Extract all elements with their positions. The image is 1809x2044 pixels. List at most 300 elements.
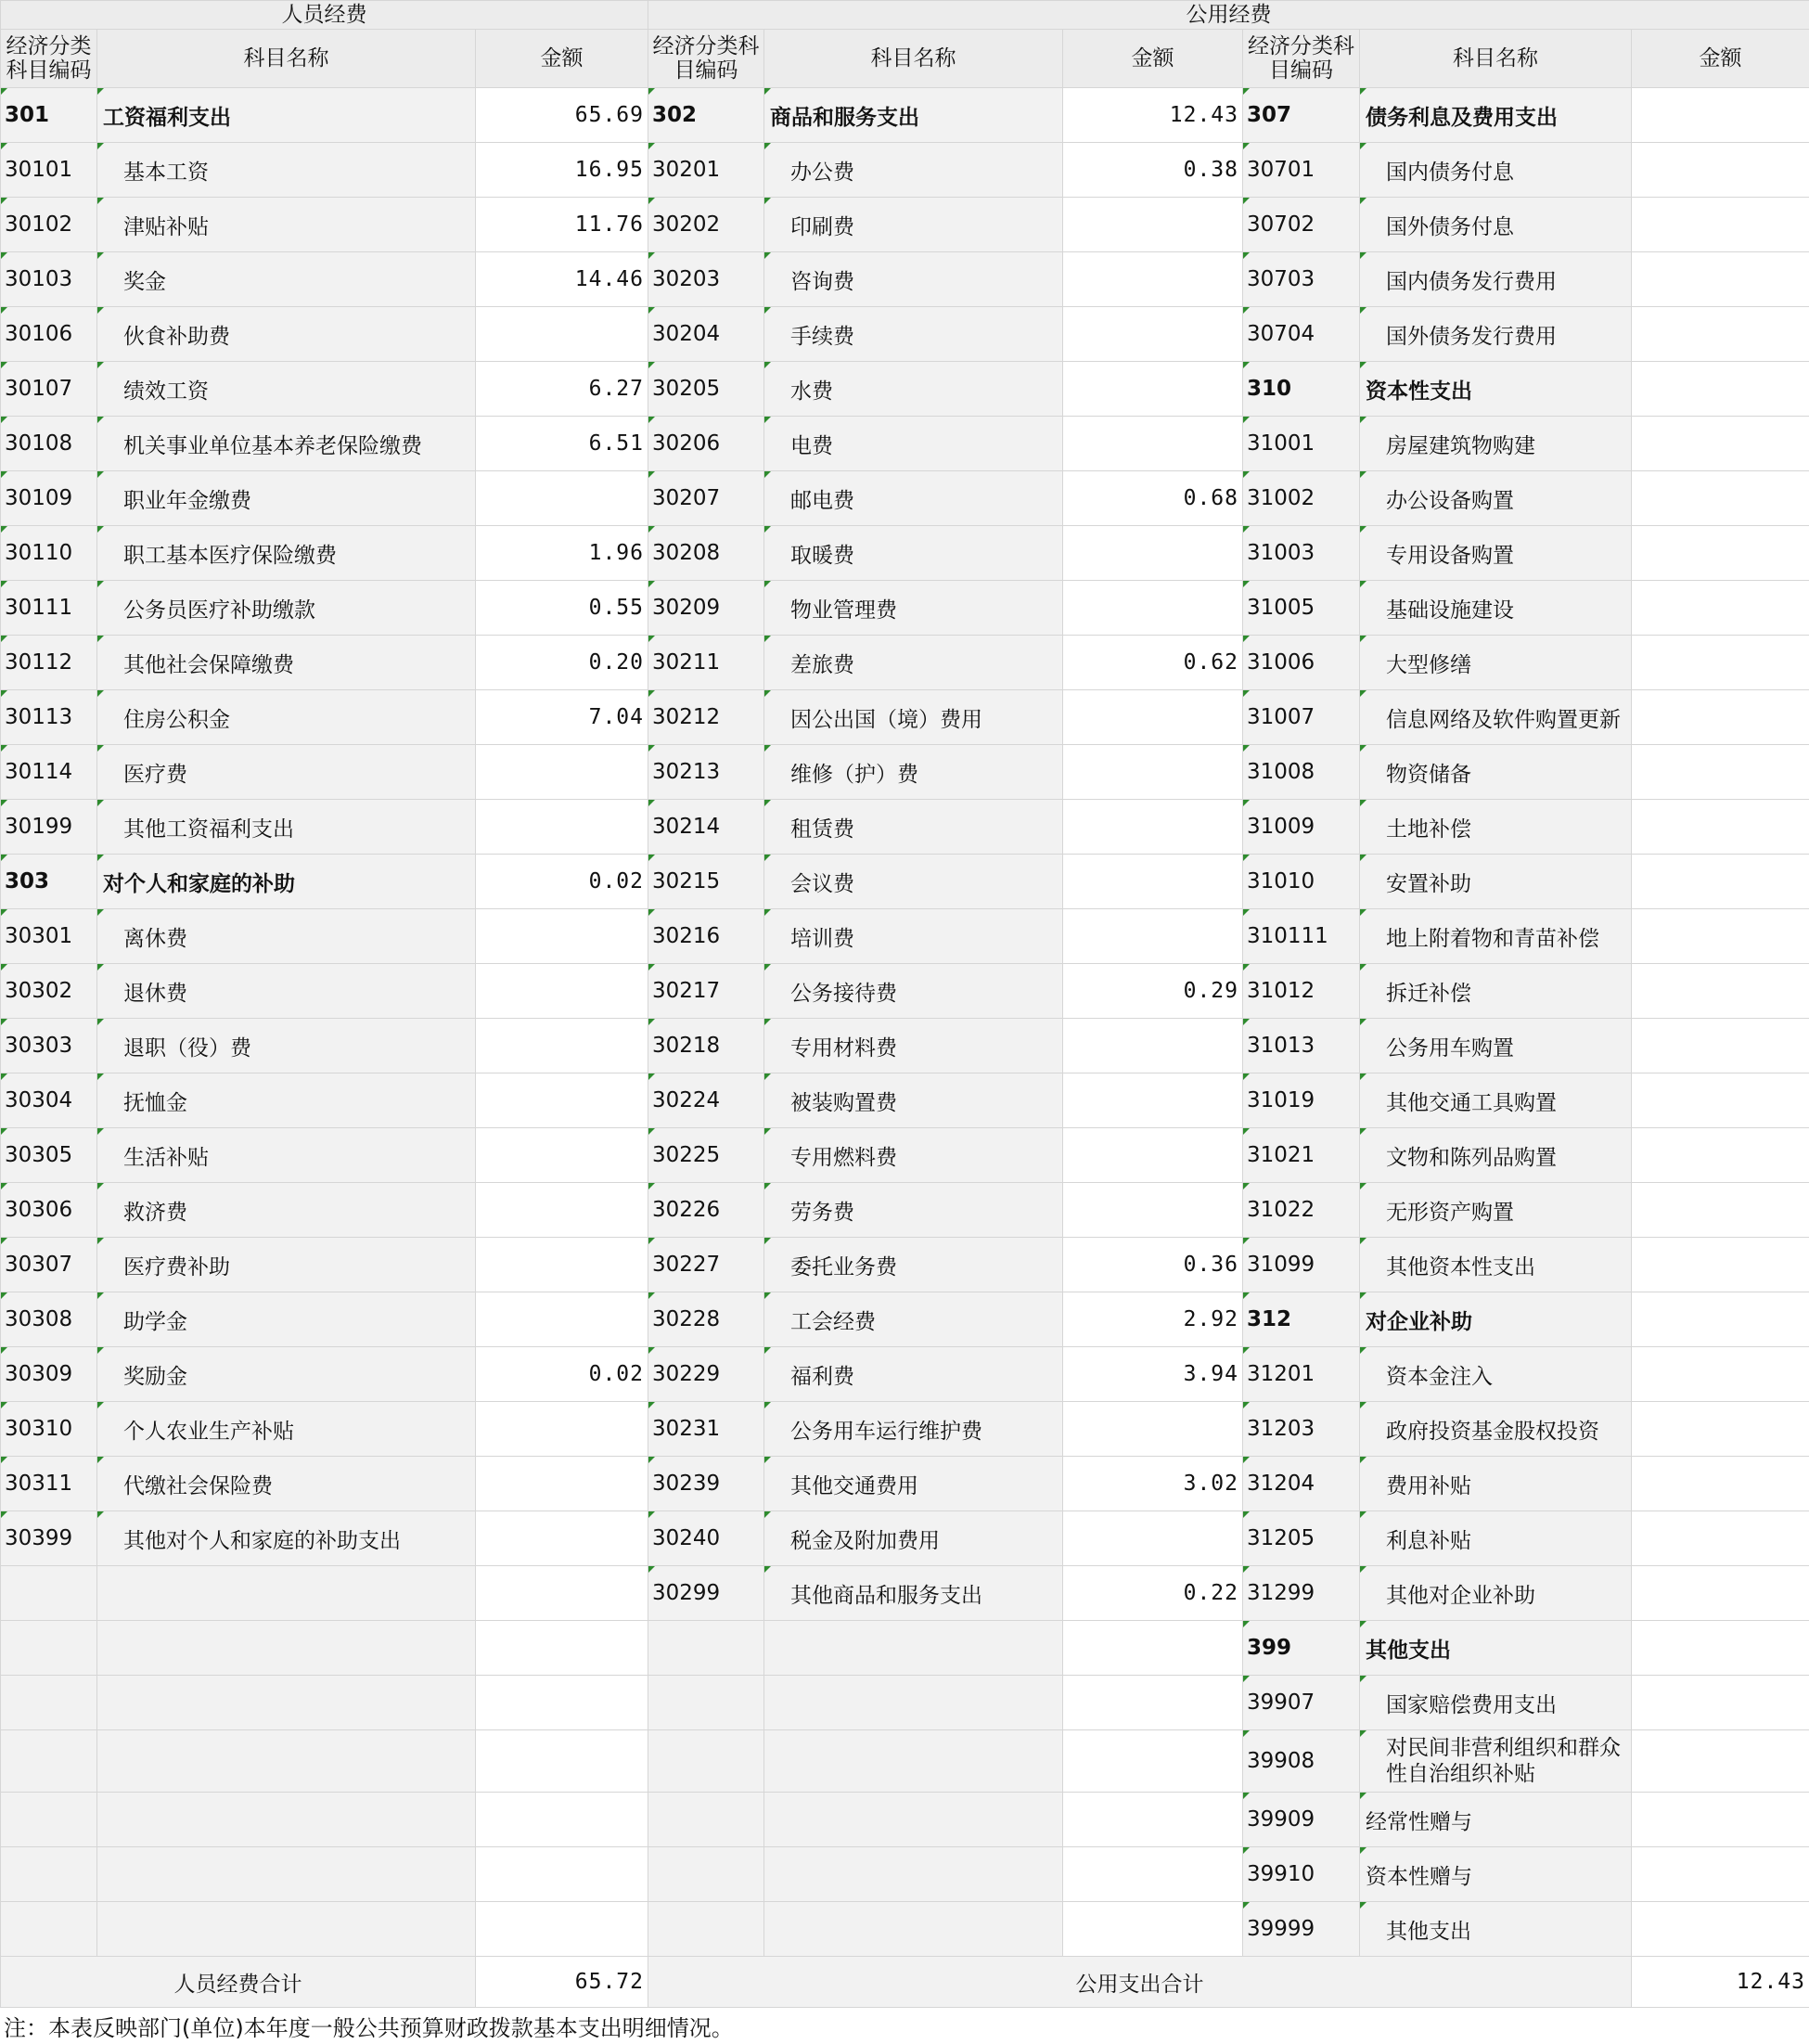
code-cell: 30207 [648, 471, 764, 526]
code-cell: 30213 [648, 745, 764, 800]
code-cell: 31007 [1243, 690, 1360, 745]
amount-cell [1063, 198, 1243, 252]
amount-cell [1632, 307, 1809, 362]
table-row [1, 1730, 1809, 1793]
amount-cell [1063, 1847, 1243, 1902]
code-cell: 30226 [648, 1183, 764, 1238]
table-row [1, 855, 1809, 909]
amount-cell [1063, 307, 1243, 362]
code-cell: 30228 [648, 1292, 764, 1347]
amount-cell [1632, 362, 1809, 417]
amount-cell [1632, 1402, 1809, 1457]
code-cell: 31006 [1243, 636, 1360, 690]
name-cell: 公务用车运行维护费 [764, 1402, 1063, 1457]
code-cell: 31002 [1243, 471, 1360, 526]
code-cell: 30304 [1, 1073, 97, 1128]
name-cell: 印刷费 [764, 198, 1063, 252]
amount-cell [1063, 417, 1243, 471]
amount-cell [1632, 855, 1809, 909]
name-cell: 奖金 [97, 252, 476, 307]
amount-cell [1632, 636, 1809, 690]
name-cell: 公务接待费 [764, 964, 1063, 1019]
name-cell [97, 1793, 476, 1847]
table-row [1, 362, 1809, 417]
amount-cell: 14.46 [476, 252, 648, 307]
amount-cell [1632, 252, 1809, 307]
code-cell: 30103 [1, 252, 97, 307]
group-header-row [1, 1, 1809, 30]
table-row [1, 1511, 1809, 1566]
totals-row [1, 1957, 1809, 2008]
code-cell: 30299 [648, 1566, 764, 1621]
code-cell: 39907 [1243, 1676, 1360, 1730]
table-body [1, 88, 1809, 1957]
code-cell: 31012 [1243, 964, 1360, 1019]
amount-cell: 0.62 [1063, 636, 1243, 690]
amount-cell: 0.36 [1063, 1238, 1243, 1292]
name-cell: 电费 [764, 417, 1063, 471]
code-cell: 30310 [1, 1402, 97, 1457]
name-cell: 其他资本性支出 [1360, 1238, 1632, 1292]
name-cell: 工资福利支出 [97, 88, 476, 143]
code-cell [648, 1793, 764, 1847]
amount-cell [1063, 1183, 1243, 1238]
table-row [1, 198, 1809, 252]
name-cell: 委托业务费 [764, 1238, 1063, 1292]
name-cell [764, 1793, 1063, 1847]
amount-cell: 65.69 [476, 88, 648, 143]
code-cell: 30203 [648, 252, 764, 307]
amount-cell [1063, 252, 1243, 307]
amount-cell [476, 1793, 648, 1847]
amount-cell [1063, 1128, 1243, 1183]
name-cell: 物业管理费 [764, 581, 1063, 636]
amount-cell [1632, 471, 1809, 526]
name-cell [764, 1621, 1063, 1676]
name-cell: 生活补贴 [97, 1128, 476, 1183]
amount-cell [1632, 581, 1809, 636]
name-cell: 其他对个人和家庭的补助支出 [97, 1511, 476, 1566]
amount-cell [1063, 362, 1243, 417]
amount-cell [1063, 581, 1243, 636]
code-cell: 30112 [1, 636, 97, 690]
name-cell: 公务用车购置 [1360, 1019, 1632, 1073]
name-cell: 基础设施建设 [1360, 581, 1632, 636]
name-cell: 国家赔偿费用支出 [1360, 1676, 1632, 1730]
code-cell: 30204 [648, 307, 764, 362]
personnel-total-label: 人员经费合计 [1, 1957, 476, 2008]
table-row [1, 909, 1809, 964]
code-header-2: 经济分类科目编码 [648, 30, 764, 88]
code-cell: 310111 [1243, 909, 1360, 964]
amount-cell [1063, 1676, 1243, 1730]
name-cell: 其他支出 [1360, 1902, 1632, 1957]
name-cell: 信息网络及软件购置更新 [1360, 690, 1632, 745]
name-cell: 被装购置费 [764, 1073, 1063, 1128]
name-cell: 文物和陈列品购置 [1360, 1128, 1632, 1183]
name-cell: 基本工资 [97, 143, 476, 198]
name-header-1: 科目名称 [97, 30, 476, 88]
name-cell: 国外债务付息 [1360, 198, 1632, 252]
name-cell [97, 1902, 476, 1957]
amount-cell [1632, 800, 1809, 855]
name-cell: 劳务费 [764, 1183, 1063, 1238]
name-cell: 政府投资基金股权投资 [1360, 1402, 1632, 1457]
code-cell: 31201 [1243, 1347, 1360, 1402]
code-cell: 30702 [1243, 198, 1360, 252]
amount-cell [476, 1676, 648, 1730]
name-cell: 职业年金缴费 [97, 471, 476, 526]
amount-cell [1632, 1511, 1809, 1566]
code-cell: 30239 [648, 1457, 764, 1511]
table-row [1, 1238, 1809, 1292]
code-cell: 30206 [648, 417, 764, 471]
name-cell: 差旅费 [764, 636, 1063, 690]
amount-cell [1632, 964, 1809, 1019]
amount-cell [1632, 1073, 1809, 1128]
name-cell: 拆迁补偿 [1360, 964, 1632, 1019]
code-cell: 310 [1243, 362, 1360, 417]
name-cell [97, 1730, 476, 1793]
name-cell: 大型修缮 [1360, 636, 1632, 690]
amount-cell [1632, 1621, 1809, 1676]
name-cell: 代缴社会保险费 [97, 1457, 476, 1511]
code-cell: 30231 [648, 1402, 764, 1457]
amount-cell [476, 1128, 648, 1183]
table-row [1, 1457, 1809, 1511]
code-cell: 30214 [648, 800, 764, 855]
code-cell: 30114 [1, 745, 97, 800]
code-cell: 31203 [1243, 1402, 1360, 1457]
name-cell: 利息补贴 [1360, 1511, 1632, 1566]
public-total-amount: 12.43 [1632, 1957, 1809, 2008]
table-row [1, 745, 1809, 800]
amount-cell [1063, 1019, 1243, 1073]
name-cell: 资本性支出 [1360, 362, 1632, 417]
name-cell: 安置补助 [1360, 855, 1632, 909]
amount-cell [1063, 1730, 1243, 1793]
code-cell: 30108 [1, 417, 97, 471]
code-cell: 30308 [1, 1292, 97, 1347]
amount-cell: 6.51 [476, 417, 648, 471]
amount-cell: 0.22 [1063, 1566, 1243, 1621]
code-cell [648, 1902, 764, 1957]
name-cell: 奖励金 [97, 1347, 476, 1402]
name-cell [764, 1902, 1063, 1957]
amount-cell [1063, 1511, 1243, 1566]
code-header-1: 经济分类科目编码 [1, 30, 97, 88]
amount-cell [476, 1847, 648, 1902]
amount-cell [476, 1238, 648, 1292]
code-cell: 30704 [1243, 307, 1360, 362]
name-cell: 经常性赠与 [1360, 1793, 1632, 1847]
code-cell [1, 1847, 97, 1902]
code-cell: 30106 [1, 307, 97, 362]
amount-cell [1063, 1073, 1243, 1128]
name-cell: 土地补偿 [1360, 800, 1632, 855]
code-cell: 30211 [648, 636, 764, 690]
code-cell: 31003 [1243, 526, 1360, 581]
name-cell [764, 1730, 1063, 1793]
amount-cell [476, 1457, 648, 1511]
name-cell: 专用设备购置 [1360, 526, 1632, 581]
table-row [1, 143, 1809, 198]
table-row [1, 1402, 1809, 1457]
code-cell: 30202 [648, 198, 764, 252]
amount-cell [1063, 1902, 1243, 1957]
code-cell: 30301 [1, 909, 97, 964]
table-row [1, 471, 1809, 526]
code-cell: 39999 [1243, 1902, 1360, 1957]
name-cell: 津贴补贴 [97, 198, 476, 252]
code-cell: 30107 [1, 362, 97, 417]
code-cell: 30113 [1, 690, 97, 745]
code-cell: 31205 [1243, 1511, 1360, 1566]
amount-cell: 16.95 [476, 143, 648, 198]
name-cell [97, 1566, 476, 1621]
code-cell: 302 [648, 88, 764, 143]
name-cell: 会议费 [764, 855, 1063, 909]
name-cell: 医疗费补助 [97, 1238, 476, 1292]
amount-cell [476, 1019, 648, 1073]
code-cell: 31019 [1243, 1073, 1360, 1128]
code-cell: 30218 [648, 1019, 764, 1073]
code-cell: 30102 [1, 198, 97, 252]
name-cell: 租赁费 [764, 800, 1063, 855]
amount-cell [476, 1292, 648, 1347]
amount-cell [476, 1402, 648, 1457]
public-total-label: 公用支出合计 [648, 1957, 1632, 2008]
code-cell: 30209 [648, 581, 764, 636]
code-cell: 30217 [648, 964, 764, 1019]
amount-cell [1063, 1402, 1243, 1457]
name-cell: 税金及附加费用 [764, 1511, 1063, 1566]
name-cell: 抚恤金 [97, 1073, 476, 1128]
amount-cell [476, 1730, 648, 1793]
code-cell: 39909 [1243, 1793, 1360, 1847]
code-cell: 30110 [1, 526, 97, 581]
name-cell: 退休费 [97, 964, 476, 1019]
name-cell [97, 1676, 476, 1730]
code-cell: 30201 [648, 143, 764, 198]
code-cell: 30302 [1, 964, 97, 1019]
name-cell: 其他支出 [1360, 1621, 1632, 1676]
amount-cell [1632, 1347, 1809, 1402]
table-row [1, 526, 1809, 581]
amount-cell [476, 1566, 648, 1621]
amount-cell: 0.55 [476, 581, 648, 636]
name-cell: 医疗费 [97, 745, 476, 800]
name-cell: 国外债务发行费用 [1360, 307, 1632, 362]
name-cell: 资本金注入 [1360, 1347, 1632, 1402]
table-row [1, 307, 1809, 362]
amount-cell [1063, 690, 1243, 745]
amount-cell [1632, 1793, 1809, 1847]
code-header-3: 经济分类科目编码 [1243, 30, 1360, 88]
name-cell: 商品和服务支出 [764, 88, 1063, 143]
amount-cell: 3.02 [1063, 1457, 1243, 1511]
amount-cell: 0.68 [1063, 471, 1243, 526]
amount-cell [1632, 1902, 1809, 1957]
name-cell: 维修（护）费 [764, 745, 1063, 800]
amount-cell [1063, 800, 1243, 855]
code-cell: 30306 [1, 1183, 97, 1238]
name-cell: 机关事业单位基本养老保险缴费 [97, 417, 476, 471]
table-row [1, 636, 1809, 690]
code-cell: 307 [1243, 88, 1360, 143]
amount-cell [1632, 1238, 1809, 1292]
table-row [1, 1621, 1809, 1676]
amount-cell [1063, 526, 1243, 581]
amount-cell [476, 1621, 648, 1676]
amount-cell [476, 1073, 648, 1128]
code-cell: 30703 [1243, 252, 1360, 307]
name-cell: 取暖费 [764, 526, 1063, 581]
amount-cell [1632, 909, 1809, 964]
code-cell [648, 1730, 764, 1793]
code-cell [1, 1621, 97, 1676]
amount-cell: 12.43 [1063, 88, 1243, 143]
code-cell: 30101 [1, 143, 97, 198]
code-cell [1, 1902, 97, 1957]
name-cell [97, 1847, 476, 1902]
name-header-2: 科目名称 [764, 30, 1063, 88]
code-cell: 30701 [1243, 143, 1360, 198]
amount-cell [476, 745, 648, 800]
code-cell: 31005 [1243, 581, 1360, 636]
name-cell: 手续费 [764, 307, 1063, 362]
name-cell: 绩效工资 [97, 362, 476, 417]
code-cell: 30215 [648, 855, 764, 909]
code-cell: 30227 [648, 1238, 764, 1292]
code-cell: 30229 [648, 1347, 764, 1402]
code-cell [1, 1566, 97, 1621]
code-cell: 31299 [1243, 1566, 1360, 1621]
amount-cell [1632, 143, 1809, 198]
table-row [1, 252, 1809, 307]
amount-header-2: 金额 [1063, 30, 1243, 88]
name-cell: 伙食补助费 [97, 307, 476, 362]
amount-cell [1632, 526, 1809, 581]
table-row [1, 690, 1809, 745]
name-cell: 办公设备购置 [1360, 471, 1632, 526]
name-cell: 其他对企业补助 [1360, 1566, 1632, 1621]
table-row [1, 88, 1809, 143]
code-cell: 31001 [1243, 417, 1360, 471]
personnel-group-header: 人员经费 [1, 1, 648, 30]
amount-header-1: 金额 [476, 30, 648, 88]
table-row [1, 1128, 1809, 1183]
code-cell: 31013 [1243, 1019, 1360, 1073]
code-cell: 30224 [648, 1073, 764, 1128]
code-cell: 30212 [648, 690, 764, 745]
code-cell: 30109 [1, 471, 97, 526]
amount-cell [476, 307, 648, 362]
name-cell: 邮电费 [764, 471, 1063, 526]
table-row [1, 800, 1809, 855]
code-cell: 30205 [648, 362, 764, 417]
code-cell: 39910 [1243, 1847, 1360, 1902]
code-cell: 31022 [1243, 1183, 1360, 1238]
code-cell [648, 1847, 764, 1902]
name-cell: 因公出国（境）费用 [764, 690, 1063, 745]
table-row [1, 1347, 1809, 1402]
amount-cell: 7.04 [476, 690, 648, 745]
amount-cell [1632, 1730, 1809, 1793]
name-cell: 资本性赠与 [1360, 1847, 1632, 1902]
name-cell: 专用燃料费 [764, 1128, 1063, 1183]
code-cell: 30399 [1, 1511, 97, 1566]
code-cell: 301 [1, 88, 97, 143]
amount-cell [1632, 198, 1809, 252]
amount-cell [1063, 1793, 1243, 1847]
name-cell: 公务员医疗补助缴款 [97, 581, 476, 636]
amount-cell [1632, 1676, 1809, 1730]
amount-cell [1632, 417, 1809, 471]
name-cell: 离休费 [97, 909, 476, 964]
amount-cell [476, 1511, 648, 1566]
code-cell: 31021 [1243, 1128, 1360, 1183]
table-footnote: 注：本表反映部门(单位)本年度一般公共预算财政拨款基本支出明细情况。 [4, 2015, 734, 2041]
name-cell: 福利费 [764, 1347, 1063, 1402]
code-cell [648, 1676, 764, 1730]
code-cell: 30111 [1, 581, 97, 636]
table-row [1, 1793, 1809, 1847]
code-cell: 30216 [648, 909, 764, 964]
amount-cell [476, 800, 648, 855]
name-cell: 救济费 [97, 1183, 476, 1238]
code-cell: 30303 [1, 1019, 97, 1073]
name-cell: 其他社会保障缴费 [97, 636, 476, 690]
name-cell: 咨询费 [764, 252, 1063, 307]
amount-cell: 3.94 [1063, 1347, 1243, 1402]
amount-cell: 0.02 [476, 1347, 648, 1402]
table-row [1, 1019, 1809, 1073]
amount-cell [1063, 909, 1243, 964]
name-cell: 其他商品和服务支出 [764, 1566, 1063, 1621]
name-cell: 退职（役）费 [97, 1019, 476, 1073]
amount-cell [1063, 855, 1243, 909]
name-cell [764, 1847, 1063, 1902]
code-cell: 303 [1, 855, 97, 909]
amount-cell: 0.38 [1063, 143, 1243, 198]
amount-cell [1063, 745, 1243, 800]
table-row [1, 1183, 1809, 1238]
name-header-3: 科目名称 [1360, 30, 1632, 88]
table-row [1, 1292, 1809, 1347]
amount-cell [476, 909, 648, 964]
name-cell: 助学金 [97, 1292, 476, 1347]
name-cell: 国内债务发行费用 [1360, 252, 1632, 307]
amount-cell: 1.96 [476, 526, 648, 581]
amount-cell [1632, 1183, 1809, 1238]
code-cell [1, 1730, 97, 1793]
name-cell: 国内债务付息 [1360, 143, 1632, 198]
amount-cell: 0.02 [476, 855, 648, 909]
table-row [1, 581, 1809, 636]
code-cell: 31099 [1243, 1238, 1360, 1292]
amount-cell [1632, 690, 1809, 745]
code-cell: 31204 [1243, 1457, 1360, 1511]
name-cell: 债务利息及费用支出 [1360, 88, 1632, 143]
name-cell: 对企业补助 [1360, 1292, 1632, 1347]
name-cell: 无形资产购置 [1360, 1183, 1632, 1238]
code-cell [1, 1676, 97, 1730]
amount-cell: 11.76 [476, 198, 648, 252]
code-cell: 30225 [648, 1128, 764, 1183]
name-cell: 个人农业生产补贴 [97, 1402, 476, 1457]
amount-cell [1632, 1847, 1809, 1902]
